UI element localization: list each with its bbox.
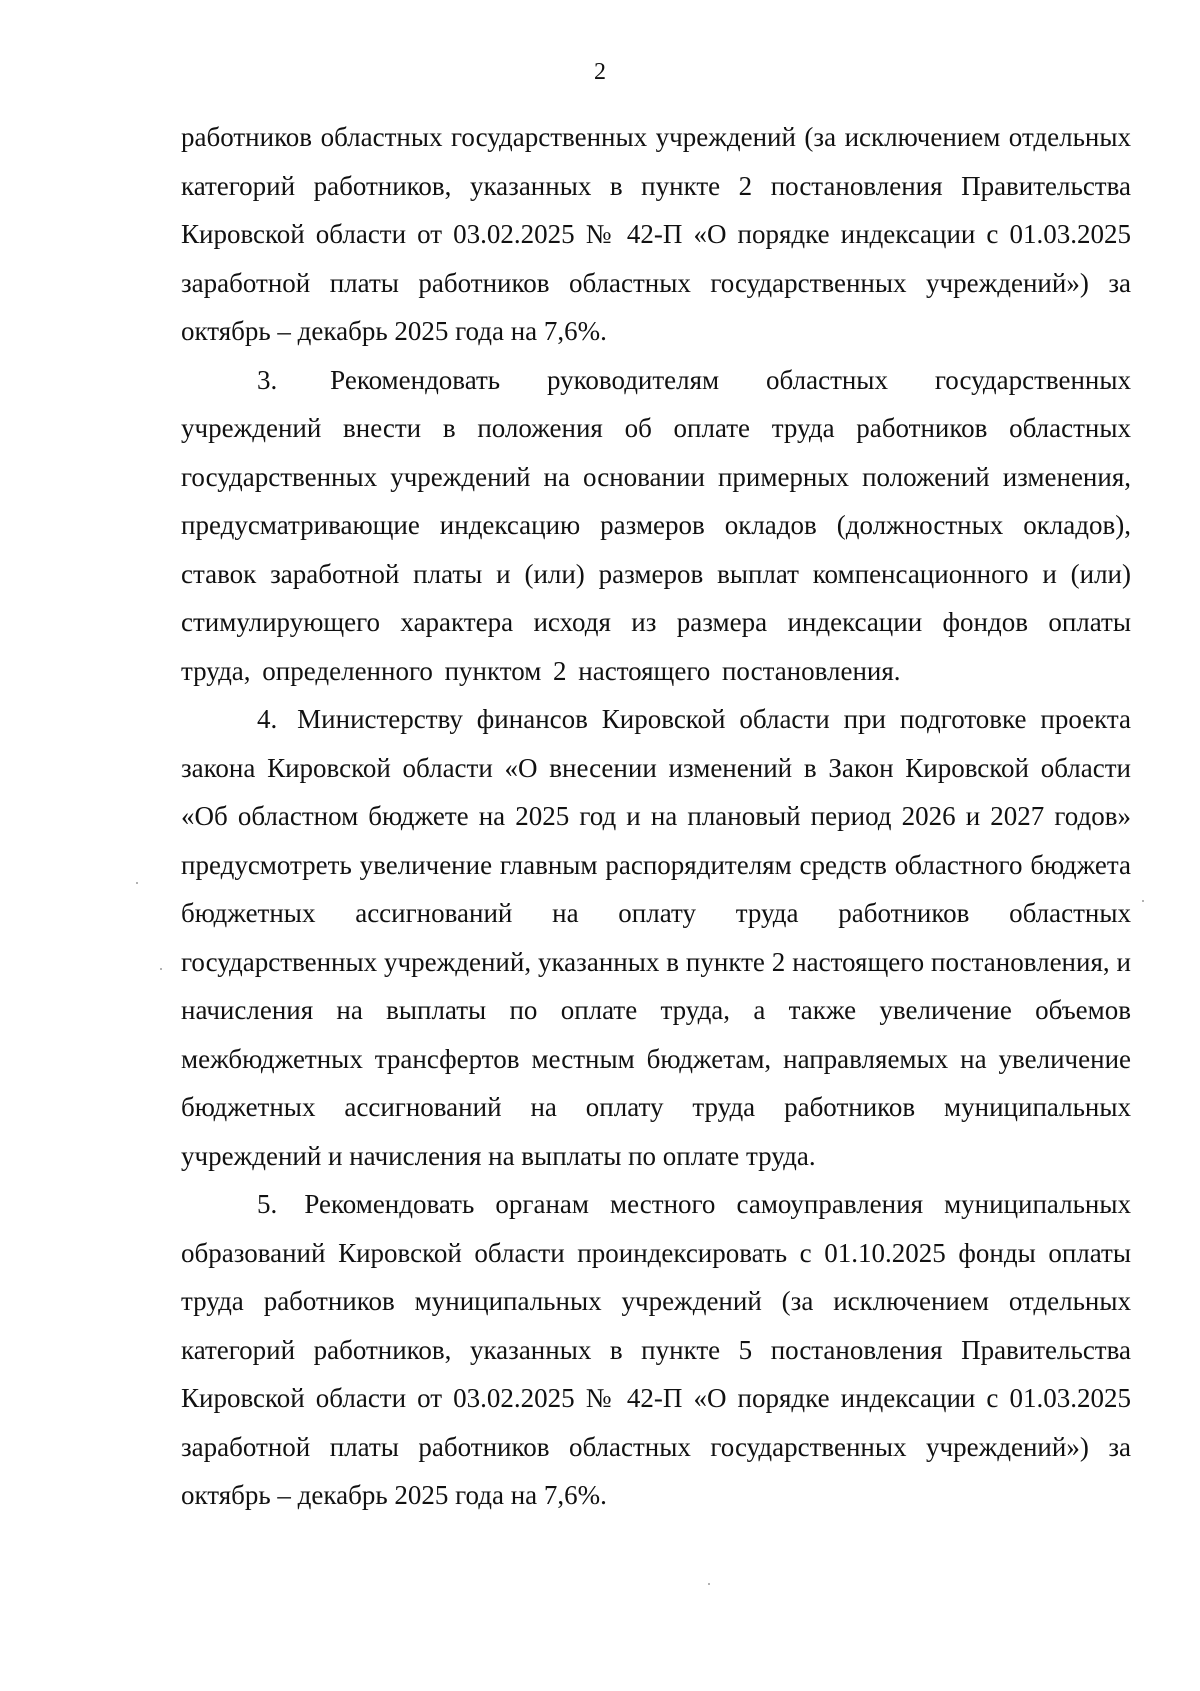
paragraph-5 (181, 1180, 1131, 1520)
paragraph-text: Рекомендовать органам местного самоуправления муниципальных образований Кировской области проиндексировать с 01.10.2025 фонды оплаты труда работников муниципальных учреждений (за исключением отдельных категорий работников, указанных в пункте 5 постановления Правительства Кировской области от 03.02.2025 № 42-П «О порядке индексации с 01.03.2025 заработной платы работников областных государственных учреждений») за октябрь – декабрь 2025 года на 7,6%. (181, 1189, 1132, 1510)
document-body (181, 113, 1131, 1520)
paragraph-continuation (181, 113, 1131, 356)
paragraph-text: Министерству финансов Кировской области при подготовке проекта закона Кировской области «О внесении изменений в Закон Кировской области «Об областном бюджете на 2025 год и на плановый период 2026 и 2027 годов» предусмотреть увеличение главным распорядителям средств областного бюджета бюджетных ассигнований на оплату труда работников областных государственных учреждений, указанных в пункте 2 настоящего постановления, и начисления на выплаты по оплате труда, а также увеличение объемов межбюджетных трансфертов местным бюджетам, направляемых на увеличение бюджетных ассигнований на оплату труда работников муниципальных учреждений и начисления на выплаты по оплате труда. (181, 704, 1132, 1171)
page-number: 2 (594, 59, 606, 85)
paragraph-number: 3. (257, 364, 278, 395)
scan-speck (1142, 900, 1144, 902)
paragraph-number: 4. (257, 704, 278, 734)
paragraph-text: работников областных государственных учреждений (за исключением отдельных категорий работников, указанных в пункте 2 постановления Правительства Кировской области от 03.02.2025 № 42-П «О порядке индексации с 01.03.2025 заработной платы работников областных государственных учреждений») за октябрь – декабрь 2025 года на 7,6%. (181, 122, 1131, 346)
paragraph-3 (181, 356, 1131, 696)
scan-speck (708, 1583, 710, 1585)
paragraph-4 (181, 695, 1131, 1180)
paragraph-text: Рекомендовать руководителям областных государственных учреждений внести в положения об оплате труда работников областных государственных учреждений на основании примерных положений изменения, предусматривающие индексацию размеров окладов (должностных окладов), ставок заработной платы и (или) размеров выплат компенсационного и (или) стимулирующего характера исходя из размера индексации фондов оплаты труда, определенного пунктом 2 настоящего постановления. (181, 364, 1131, 686)
scan-speck (136, 882, 138, 884)
scan-speck (160, 968, 162, 970)
paragraph-number: 5. (257, 1189, 278, 1219)
